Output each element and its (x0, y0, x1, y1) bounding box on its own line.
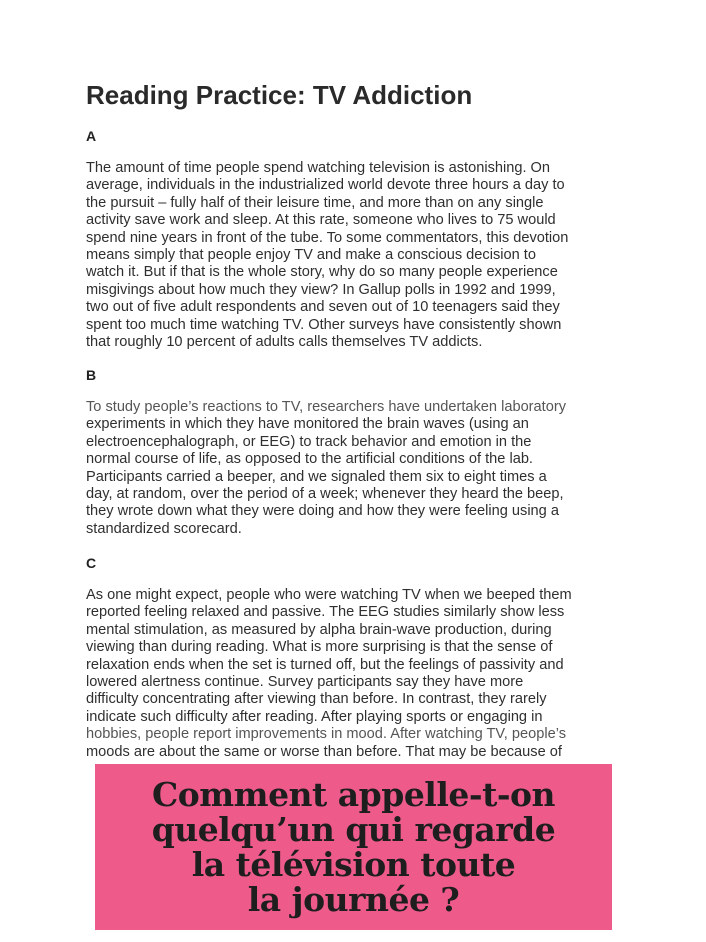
section-c-paragraph (86, 587, 626, 761)
section-b-paragraph (86, 399, 626, 538)
section-label-c: C (86, 555, 97, 571)
banner-line: la journée ? (247, 880, 460, 919)
text-line: experiments in which they have monitored the brain waves (using an (86, 416, 529, 433)
text-line: Participants carried a beeper, and we signaled them six to eight times a (86, 468, 547, 485)
text-line: lowered alertness continue. Survey participants say they have more (86, 673, 524, 690)
text-line: To study people’s reactions to TV, researchers have undertaken laboratory (86, 399, 566, 415)
section-label-a: A (86, 128, 97, 144)
text-line: reported feeling relaxed and passive. The EEG studies similarly show less (86, 604, 565, 621)
text-line: mental stimulation, as measured by alpha brain-wave production, during (86, 621, 552, 638)
text-line: the pursuit – fully half of their leisure time, and more than on any single (86, 194, 544, 211)
page-title: Reading Practice: TV Addiction (86, 80, 473, 110)
text-line: two out of five adult respondents and seven out of 10 teenagers said they (86, 299, 560, 316)
text-line: difficulty concentrating after viewing than before. In contrast, they rarely (86, 691, 547, 708)
text-line: As one might expect, people who were watching TV when we beeped them (86, 587, 572, 603)
banner-line: Comment appelle-t-on (151, 775, 556, 814)
banner-line: quelqu’un qui regarde (151, 810, 556, 849)
text-line: activity save work and sleep. At this rate, someone who lives to 75 would (86, 212, 556, 229)
question-banner (95, 764, 612, 930)
section-label-b: B (86, 367, 97, 383)
text-line: average, individuals in the industrialized world devote three hours a day to (86, 177, 565, 194)
text-line: indicate such difficulty after reading. After playing sports or engaging in (86, 708, 543, 725)
text-line: moods are about the same or worse than before. That may be because of (86, 743, 562, 760)
text-line: means simply that people enjoy TV and make a conscious decision to (86, 246, 536, 263)
text-line: The amount of time people spend watching television is astonishing. On (86, 160, 551, 176)
text-line: standardized scorecard. (86, 520, 242, 537)
banner-line: la télévision toute (191, 845, 516, 884)
text-line: spend nine years in front of the tube. To some commentators, this devotion (86, 229, 569, 246)
text-line: spent too much time watching TV. Other surveys have consistently shown (86, 316, 562, 333)
section-a-paragraph (86, 160, 626, 351)
text-line: misgivings about how much they view? In Gallup polls in 1992 and 1999, (86, 281, 556, 298)
text-line: they wrote down what they were doing and how they were feeling using a (86, 503, 559, 520)
text-line: day, at random, over the period of a week; whenever they heard the beep, (86, 485, 564, 502)
text-line: relaxation ends when the set is turned off, but the feelings of passivity and (86, 656, 564, 673)
text-line: watch it. But if that is the whole story, why do so many people experience (86, 264, 558, 281)
text-line: viewing than during reading. What is more surprising is that the sense of (86, 639, 553, 656)
text-line: that roughly 10 percent of adults calls themselves TV addicts. (86, 333, 483, 350)
text-line: normal course of life, as opposed to the artificial conditions of the lab. (86, 451, 533, 468)
text-line: electroencephalograph, or EEG) to track behavior and emotion in the (86, 433, 532, 450)
text-line: hobbies, people report improvements in mood. After watching TV, people’s (86, 726, 566, 743)
